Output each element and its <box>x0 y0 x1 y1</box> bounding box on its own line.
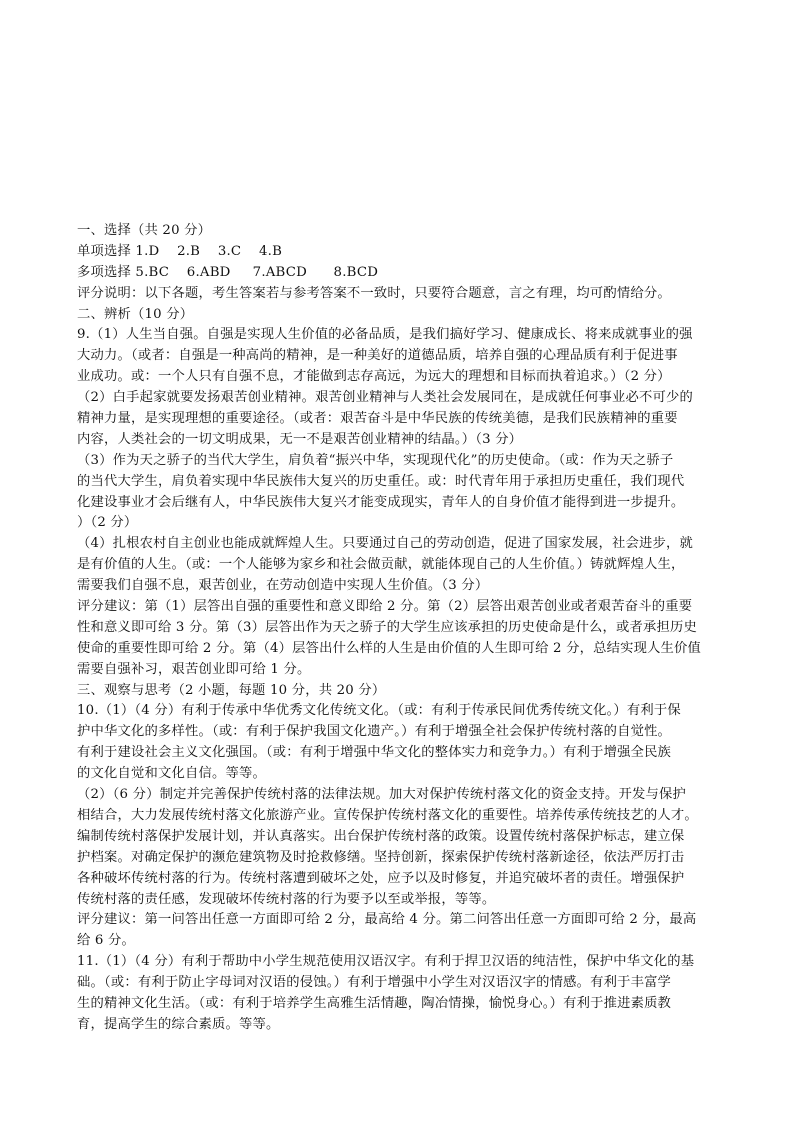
section-heading-choice: 一、选择（共 20 分） <box>77 223 212 238</box>
single-choice-answers: 单项选择 1.D 2.B 3.C 4.B <box>77 243 283 259</box>
multiple-choice-answers: 多项选择 5.BC 6.ABD 7.ABCD 8.BCD <box>77 264 379 280</box>
text-line: 需要我们自强不息，艰苦创业，在劳动创造中实现人生价值。（3 分） <box>77 578 489 594</box>
text-line: （3）作为天之骄子的当代大学生，肩负着“振兴中华，实现现代化”的历史使命。（或：作为天之骄子 <box>77 452 674 468</box>
text-line: 生的精神文化生活。（或：有利于培养学生高雅生活情趣，陶冶情操，愉悦身心。）有利于推进素质教 <box>77 995 672 1011</box>
text-line: 大动力。（或者：自强是一种高尚的精神，是一种美好的道德品质，培养自强的心理品质有利于促进事 <box>77 348 678 364</box>
section-heading-observation: 三、观察与思考（2 小题，每题 10 分，共 20 分） <box>77 682 386 698</box>
scoring-suggestion: 评分建议：第（1）层答出自强的重要性和意义即给 2 分。第（2）层答出艰苦创业或者艰苦奋斗的重要 <box>77 599 693 615</box>
answer-key-text <box>77 221 717 1036</box>
text-line: 是有价值的人生。（或：一个人能够为家乡和社会做贡献，就能体现自己的人生价值。）铸就辉煌人生， <box>77 557 685 573</box>
text-line: 护档案。对确定保护的濒危建筑物及时抢救修缮。坚持创新，探索保护传统村落新途径，依法严厉打击 <box>77 849 685 865</box>
scoring-note: 评分说明：以下各题，考生答案若与参考答案不一致时，只要符合题意，言之有理，均可酌情给分。 <box>77 285 671 301</box>
text-line: 编制传统村落保护发展计划，并认真落实。出台保护传统村落的政策。设置传统村落保护标志，建立保 <box>77 828 685 844</box>
text-line: 的文化自觉和文化自信。等等。 <box>77 766 266 782</box>
text-line: 传统村落的责任感，发现破坏传统村落的行为要予以至或举报，等等。 <box>77 891 496 907</box>
text-line: （2）（6 分）制定并完善保护传统村落的法律法规。加大对保护传统村落文化的资金支持。开发与保护 <box>77 787 686 803</box>
text-line: 育，提高学生的综合素质。等等。 <box>77 1016 280 1032</box>
text-line: 化建设事业才会后继有人，中华民族伟大复兴才能变成现实，青年人的自身价值才能得到进一步提升。 <box>77 494 685 510</box>
text-line: 性和意义即可给 3 分。第（3）层答出作为天之骄子的大学生应该承担的历史使命是什么，或者承担历史 <box>77 619 698 635</box>
text-line: （2）白手起家就要发扬艰苦创业精神。艰苦创业精神与人类社会发展同在，是成就任何事业必不可少的 <box>77 390 694 406</box>
scoring-suggestion: 评分建议：第一问答出任意一方面即可给 2 分，最高给 4 分。第二问答出任意一方面即可给 2 分，最高 <box>77 912 697 928</box>
text-line: 9.（1）人生当自强。自强是实现人生价值的必备品质，是我们搞好学习、健康成长、将来成就事业的强 <box>77 327 693 343</box>
text-line: 础。（或：有利于防止字母词对汉语的侵蚀。）有利于增强中小学生对汉语汉字的情感。有利于丰富学 <box>77 975 672 991</box>
section-heading-analysis: 二、辨析（10 分） <box>77 306 194 322</box>
text-line: 精神力量，是实现理想的重要途径。（或者：艰苦奋斗是中华民族的传统美德，是我们民族精神的重要 <box>77 411 678 427</box>
text-line: 护中华文化的多样性。（或：有利于保护我国文化遗产。）有利于增强全社会保护传统村落的自觉性。 <box>77 724 672 740</box>
text-line: 相结合，大力发展传统村落文化旅游产业。宣传保护传统村落文化的重要性。培养传承传统技艺的人才。 <box>77 807 698 823</box>
text-line: 11.（1）（4 分）有利于帮助中小学生规范使用汉语汉字。有利于捍卫汉语的纯洁性，保护中华文化的基 <box>77 954 695 970</box>
text-line: ）（2 分） <box>77 515 138 531</box>
text-line: 内容，人类社会的一切文明成果，无一不是艰苦创业精神的结晶。）（3 分） <box>77 431 523 447</box>
text-line: 有利于建设社会主义文化强国。（或：有利于增强中华文化的整体实力和竞争力。）有利于增强全民族 <box>77 745 672 761</box>
text-line: （4）扎根农村自主创业也能成就辉煌人生。只要通过自己的劳动创造，促进了国家发展，社会进步，就 <box>77 536 694 552</box>
text-line: 各种破坏传统村落的行为。传统村落遭到破坏之处，应予以及时修复，并追究破坏者的责任。增强保护 <box>77 870 685 886</box>
text-line: 业成功。或：一个人只有自强不息，才能做到志存高远，为远大的理想和目标而执着追求。）（2 分） <box>77 369 671 385</box>
text-line: 使命的重要性即可给 2 分。第（4）层答出什么样的人生是由价值的人生即可给 2 分，总结实现人生价值 <box>77 640 702 656</box>
text-line: 给 6 分。 <box>77 933 136 949</box>
text-line: 需要自强补习，艰苦创业即可给 1 分。 <box>77 661 311 677</box>
text-line: 10.（1）（4 分）有利于传承中华优秀文化传统文化。（或：有利于传承民间优秀传统文化。）有利于保 <box>77 703 681 719</box>
text-line: 的当代大学生，肩负着实现中华民族伟大复兴的历史重任。或：时代青年用于承担历史重任，我们现代 <box>77 473 685 489</box>
